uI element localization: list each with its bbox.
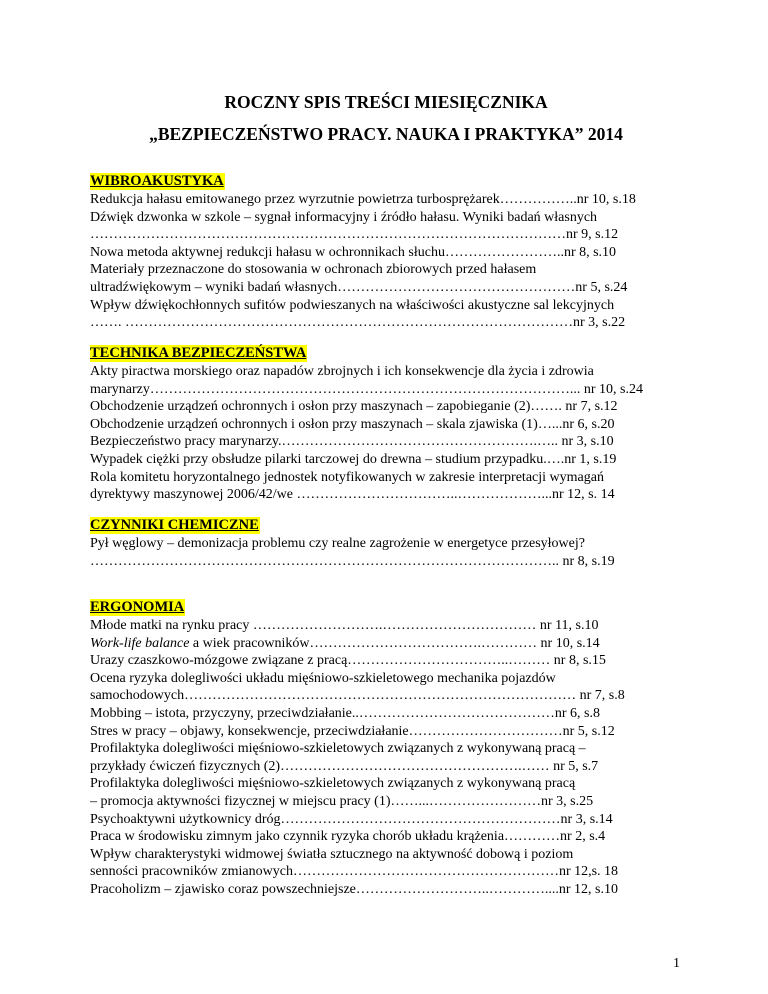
toc-entry: dyrektywy maszynowej 2006/42/we ……………………………..………………...nr 12, s. 14: [90, 487, 615, 503]
toc-entry: marynarzy………………………………………………………………………………... nr 10, s.24: [90, 381, 643, 397]
page-number: 1: [673, 956, 680, 971]
toc-entry: Bezpieczeństwo pracy marynarzy.……………………………………………….….. nr 3, s.10: [90, 434, 614, 450]
toc-entry: Psychoaktywni użytkownicy dróg……………………………………………………nr 3, s.14: [90, 811, 613, 827]
toc-entry: Młode matki na rynku pracy ……………………….…………………………… nr 11, s.10: [90, 618, 599, 633]
section-heading: CZYNNIKI CHEMICZNE: [90, 517, 259, 533]
document-title-line2: „BEZPIECZEŃSTWO PRACY. NAUKA I PRAKTYKA” 2014: [149, 124, 623, 144]
toc-entry: Profilaktyka dolegliwości mięśniowo-szkieletowych związanych z wykonywaną pracą: [90, 776, 576, 792]
toc-entry: Obchodzenie urządzeń ochronnych i osłon przy maszynach – skala zjawiska (1)…...nr 6, s.20: [90, 416, 615, 432]
toc-entry: Obchodzenie urządzeń ochronnych i osłon przy maszynach – zapobieganie (2)……. nr 7, s.12: [90, 399, 618, 415]
toc-entry: Nowa metoda aktywnej redukcji hałasu w ochronnikach słuchu……………………..nr 8, s.10: [90, 244, 617, 260]
section-wibroakustyka: [90, 172, 682, 332]
toc-entry: Ocena ryzyka dolegliwości układu mięśniowo-szkieletowego mechanika pojazdów: [90, 670, 556, 686]
toc-entry: Profilaktyka dolegliwości mięśniowo-szkieletowych związanych z wykonywaną pracą –: [90, 741, 586, 757]
toc-entry: Dźwięk dzwonka w szkole – sygnał informacyjny i źródło hałasu. Wyniki badań własnych: [90, 209, 598, 225]
toc-entry: senności pracowników zmianowych…………………………………………………nr 12,s. 18: [90, 864, 619, 880]
section-heading: WIBROAKUSTYKA: [90, 173, 224, 189]
toc-entry: ultradźwiękowym – wyniki badań własnych……………………………………………nr 5, s.24: [90, 279, 628, 295]
section-czynniki-chemiczne: [90, 516, 682, 570]
toc-entry: ……. ……………………………………………………………………………………nr 3, s.22: [90, 315, 626, 331]
toc-entry: Akty piractwa morskiego oraz napadów zbrojnych i ich konsekwencje dla życia i zdrowia: [90, 364, 594, 379]
toc-entry-italic-title: [90, 635, 682, 653]
section-technika-bezpieczenstwa: [90, 344, 682, 504]
toc-entry: Mobbing – istota, przyczyny, przeciwdziałanie..……………………………………nr 6, s.8: [90, 705, 601, 721]
document-title-line1: ROCZNY SPIS TREŚCI MIESIĘCZNIKA: [224, 92, 548, 112]
toc-entry: Urazy czaszkowo-mózgowe związane z pracą……………………………..……… nr 8, s.15: [90, 653, 606, 669]
toc-entry: Rola komitetu horyzontalnego jednostek notyfikowanych w zakresie interpretacji wymagań: [90, 469, 604, 485]
toc-entry: Materiały przeznaczone do stosowania w ochronach zbiorowych przed hałasem: [90, 262, 537, 278]
toc-entry-rest: a wiek pracowników……………………………….………… nr 10, s.14: [189, 635, 600, 651]
section-ergonomia: [90, 598, 682, 899]
toc-entry: – promocja aktywności fizycznej w miejscu pracy (1)……...……………………nr 3, s.25: [90, 793, 594, 809]
toc-entry: Stres w pracy – objawy, konsekwencje, przeciwdziałanie……………………………nr 5, s.12: [90, 723, 615, 739]
toc-entry: samochodowych………………………………………………………………………… nr 7, s.8: [90, 688, 625, 704]
italic-title: Work-life balance: [90, 635, 190, 651]
toc-entry: Pracoholizm – zjawisko coraz powszechniejsze………………………..…………....nr 12, s.10: [90, 881, 619, 897]
toc-entry: Praca w środowisku zimnym jako czynnik ryzyka chorób układu krążenia…………nr 2, s.4: [90, 829, 606, 845]
toc-entry: …………………………………………………………………………………………nr 9, s.12: [90, 227, 619, 243]
toc-entry: Pył węglowy – demonizacja problemu czy realne zagrożenie w energetyce przesyłowej?: [90, 536, 585, 551]
toc-entry: Wypadek ciężki przy obsłudze pilarki tarczowej do drewna – studium przypadku.….nr 1, s.19: [90, 451, 617, 467]
toc-entry: Wpływ charakterystyki widmowej światła sztucznego na aktywność dobową i poziom: [90, 846, 574, 862]
toc-entry: Wpływ dźwiękochłonnych sufitów podwieszanych na właściwości akustyczne sal lekcyjnych: [90, 297, 615, 313]
toc-entry: ……………………………………………………………………………………….. nr 8, s.19: [90, 553, 615, 569]
section-heading: ERGONOMIA: [90, 599, 185, 615]
toc-entry: przykłady ćwiczeń fizycznych (2)…………………………………………….…… nr 5, s.7: [90, 758, 599, 774]
section-heading: TECHNIKA BEZPIECZEŃSTWA: [90, 345, 307, 361]
toc-entry: Redukcja hałasu emitowanego przez wyrzutnie powietrza turbosprężarek……………..nr 10, s.18: [90, 192, 636, 207]
